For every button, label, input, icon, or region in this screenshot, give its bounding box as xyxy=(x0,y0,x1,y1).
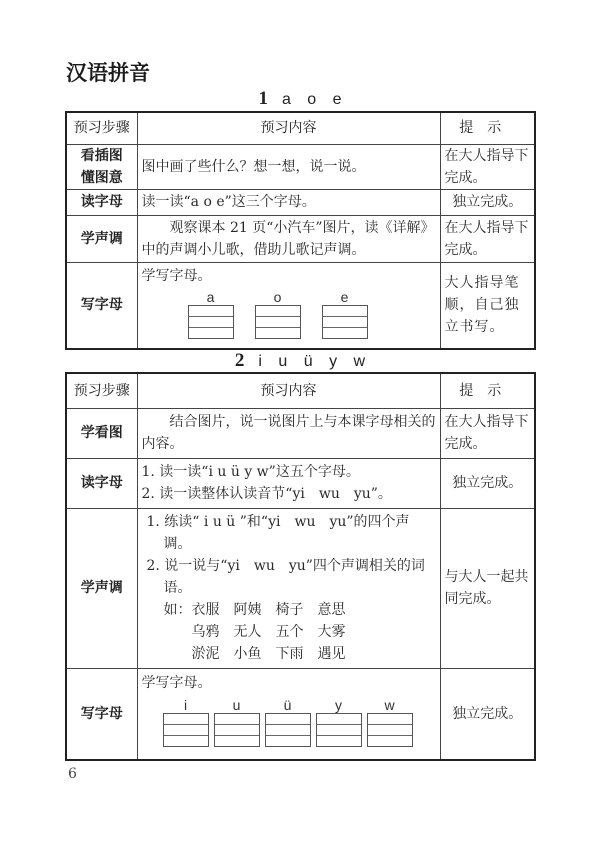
table-row xyxy=(66,408,535,458)
tip-cell: 大人指导笔顺，自己独立书写。 xyxy=(440,262,535,349)
page-number: 6 xyxy=(68,766,77,782)
step-cell: 写字母 xyxy=(66,262,137,349)
header-step: 预习步骤 xyxy=(66,373,137,408)
grid-letter: e xyxy=(340,288,349,305)
content-cell: 结合图片，说一说图片上与本课字母相关的内容。 xyxy=(137,408,440,458)
four-line-grid xyxy=(214,713,260,747)
four-line-grid xyxy=(265,713,311,747)
content-text: 学写字母。 xyxy=(141,267,212,284)
table-row xyxy=(66,189,535,215)
table-row xyxy=(66,458,535,508)
four-line-grid xyxy=(316,713,362,747)
lesson-number: 1 xyxy=(258,88,268,109)
tip-cell: 独立完成。 xyxy=(440,458,535,508)
writing-grid-i xyxy=(163,697,209,747)
example-row: 乌鸦 无人 五个 大雾 xyxy=(163,624,346,640)
writing-grids xyxy=(142,289,436,339)
header-tip: 提示 xyxy=(440,373,535,408)
writing-grid-u xyxy=(214,697,260,747)
page-title: 汉语拼音 xyxy=(66,60,150,85)
lesson-2-table xyxy=(65,372,536,761)
content-cell: 观察课本 21 页“小汽车”图片，读《详解》中的声调小儿歌，借助儿歌记声调。 xyxy=(137,215,440,262)
step-cell: 写字母 xyxy=(66,668,137,760)
tip-cell: 独立完成。 xyxy=(440,668,535,760)
example-row: 如：衣服 阿姨 椅子 意思 xyxy=(163,602,346,618)
header-content: 预习内容 xyxy=(137,373,440,408)
lesson-number: 2 xyxy=(234,350,245,371)
grid-letter: o xyxy=(273,288,282,305)
content-cell xyxy=(137,668,440,760)
header-step: 预习步骤 xyxy=(66,112,137,144)
list-item: 2. 说一说与“yi wu yu”四个声调相关的词语。 xyxy=(146,558,425,596)
content-cell xyxy=(137,189,440,215)
table-header-row xyxy=(66,373,535,408)
table-row xyxy=(66,508,535,668)
grid-letter: w xyxy=(384,696,395,713)
grid-letter: ü xyxy=(283,696,292,713)
writing-grid-u-umlaut xyxy=(265,697,311,747)
lesson-1-heading xyxy=(0,88,600,110)
example-row: 淤泥 小鱼 下雨 遇见 xyxy=(163,646,346,662)
content-cell xyxy=(137,262,440,349)
step-cell: 学看图 xyxy=(66,408,137,458)
four-line-grid xyxy=(322,305,368,339)
step-cell: 学声调 xyxy=(66,508,137,668)
list-item: 2. 读一读整体认读音节“yi wu yu”。 xyxy=(141,486,392,502)
table-row xyxy=(66,262,535,349)
step-cell: 读字母 xyxy=(66,458,137,508)
lesson-letters: a o e xyxy=(281,91,342,108)
grid-letter: y xyxy=(335,696,342,713)
tip-cell: 在大人指导下完成。 xyxy=(440,215,535,262)
four-line-grid xyxy=(163,713,209,747)
content-text: 学写字母。 xyxy=(141,674,212,691)
content-text: 读一读“a o e”这三个字母。 xyxy=(141,194,316,210)
grid-letter: u xyxy=(232,696,241,713)
table-row xyxy=(66,668,535,760)
tip-cell: 在大人指导下完成。 xyxy=(440,408,535,458)
table-header-row xyxy=(66,112,535,144)
list-item: 1. 读一读“i u ü y w”这五个字母。 xyxy=(141,464,360,480)
content-cell xyxy=(137,508,440,668)
list-item: 1. 练读“ i u ü ”和“yi wu yu”的四个声调。 xyxy=(146,514,410,552)
tip-cell: 与大人一起共同完成。 xyxy=(440,508,535,668)
content-cell: 图中画了些什么？想一想，说一说。 xyxy=(137,144,440,189)
lesson-1-table xyxy=(65,111,536,350)
grid-letter: i xyxy=(183,696,188,713)
writing-grid-a xyxy=(188,289,234,339)
four-line-grid xyxy=(367,713,413,747)
writing-grid-e xyxy=(322,289,368,339)
table-row xyxy=(66,144,535,189)
example-words xyxy=(142,599,436,665)
four-line-grid xyxy=(188,305,234,339)
content-cell xyxy=(137,458,440,508)
step-label-line2: 懂图意 xyxy=(80,169,123,186)
writing-grid-y xyxy=(316,697,362,747)
header-tip: 提示 xyxy=(440,112,535,144)
step-cell xyxy=(66,144,137,189)
writing-grid-o xyxy=(255,289,301,339)
writing-grid-w xyxy=(367,697,413,747)
step-cell: 学声调 xyxy=(66,215,137,262)
lesson-letters: i u ü y w xyxy=(258,353,366,370)
header-content: 预习内容 xyxy=(137,112,440,144)
table-row xyxy=(66,215,535,262)
lesson-2-heading xyxy=(0,350,600,372)
step-label-line1: 看插图 xyxy=(80,147,123,164)
writing-grids xyxy=(142,697,436,747)
tip-cell: 独立完成。 xyxy=(440,189,535,215)
tip-cell: 在大人指导下完成。 xyxy=(440,144,535,189)
four-line-grid xyxy=(255,305,301,339)
step-cell: 读字母 xyxy=(66,189,137,215)
grid-letter: a xyxy=(206,288,215,305)
